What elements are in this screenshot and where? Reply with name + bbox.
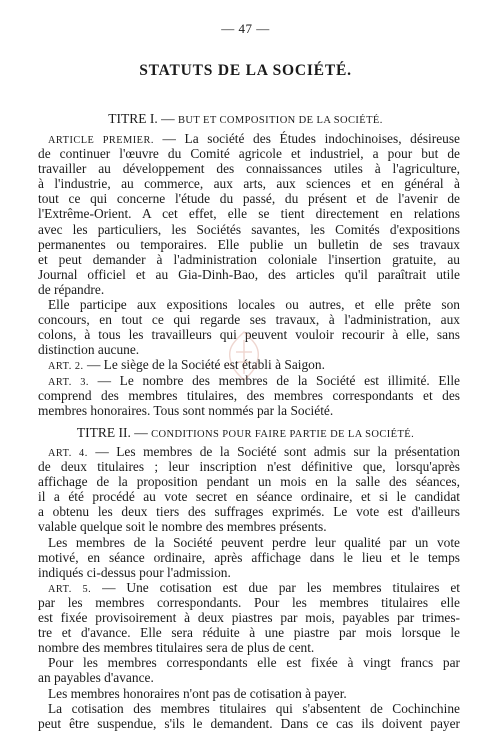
text-line (38, 716, 460, 731)
text-line (38, 474, 460, 489)
text-line (38, 297, 460, 312)
line-text: — Le nombre des membres de la Société est illimité. Elle (88, 372, 460, 388)
section-heading-subtitle: CONDITIONS POUR FAIRE PARTIE DE LA SOCIÉTÉ. (151, 429, 415, 440)
text-line (38, 267, 460, 282)
page-title: STATUTS DE LA SOCIÉTÉ. (139, 62, 352, 79)
text-line (38, 161, 460, 176)
line-text: La cotisation des membres titulaires qui s'absentent de Cochinchine (48, 700, 460, 716)
article-label: ART. 3. (48, 376, 89, 388)
line-text: — Une cotisation est due par les membres titulaires et (91, 579, 460, 595)
text-line (38, 146, 460, 161)
line-text: de répandre. (38, 281, 105, 297)
line-text: distinction aucune. (38, 342, 140, 358)
line-text: nombre des membres titulaires sera de plus de cent. (38, 640, 315, 656)
article-label: ARTICLE PREMIER. (48, 135, 154, 146)
text-line (38, 519, 460, 534)
text-line (38, 565, 460, 580)
article-label: ART. 5. (48, 583, 92, 595)
text-line (38, 388, 460, 403)
text-line (38, 403, 460, 418)
text-line (38, 444, 460, 459)
line-text: Elle participe aux expositions locales ou autres, et elle prête son (48, 297, 460, 313)
section-heading-label: TITRE II. — (76, 425, 152, 440)
library-stamp-watermark (222, 328, 266, 384)
line-text: avec les particuliers, les Sociétés savantes, les Comités d'expositions (38, 221, 460, 237)
text-line (38, 176, 460, 191)
line-text: tre et d'avance. Elle sera réduite à une piastre par mois lorsque le (38, 625, 460, 641)
line-text: an payables d'avance. (38, 670, 154, 686)
line-text: comprend des membres titulaires, des membres correspondants et des (38, 387, 460, 403)
text-line (38, 282, 460, 297)
text-line (38, 504, 460, 519)
line-text: motivé, en séance ordinaire, après affichage dans le lieu et le temps (38, 549, 460, 565)
article-label: ART. 4. (48, 448, 88, 459)
line-text: peut être suspendue, s'ils le demandent. Dans ce cas ils doivent payer (38, 715, 460, 731)
text-line (38, 550, 460, 565)
text-line (38, 670, 460, 685)
line-text: affichage de la proposition pendant un mois en la salle des séances, (38, 474, 460, 490)
line-text: indiqués ci-dessus pour l'admission. (38, 564, 231, 580)
text-line (38, 701, 460, 716)
line-text: — La société des Études indochinoises, désireuse (153, 131, 460, 146)
line-text: tout ce qui concerne l'étude du passé, du présent et de l'avenir de (38, 191, 460, 207)
text-line (38, 252, 460, 267)
text-line (38, 610, 460, 625)
line-text: de continuer l'œuvre du Comité agricole et industriel, a pour but de (38, 146, 460, 162)
section-2-body (38, 444, 460, 731)
line-text: Les membres de la Société peuvent perdre leur qualité par un vote (48, 534, 460, 550)
line-text: permanentes ou temporaires. Elle publie un bulletin de ses travaux (38, 236, 460, 252)
line-text: Pour les membres correspondants elle est fixée à vingt francs par (48, 655, 460, 671)
text-line (38, 535, 460, 550)
text-line (38, 625, 460, 640)
text-line (38, 237, 460, 252)
text-line (38, 595, 460, 610)
line-text: de deux titulaires ; leur inscription n'est définitive que, lorsqu'après (38, 459, 460, 475)
line-text: à l'industrie, au commerce, aux arts, aux sciences et en général à (38, 176, 460, 192)
text-line (38, 686, 460, 701)
text-line (38, 489, 460, 504)
text-line (38, 206, 460, 221)
text-line (38, 580, 460, 595)
line-text: membres honoraires. Tous sont nommés par la Société. (38, 402, 334, 418)
line-text: concours, en tout ce qui regarde ses travaux, à l'administration, aux (38, 312, 460, 328)
article-label: ART. 2. (48, 361, 84, 373)
line-text: est fixée provisoirement à deux piastres par mois, payables par trimes- (38, 610, 460, 626)
line-text: Journal officiel et au Gia-Dinh-Bao, des articles qu'il paraîtrait utile (38, 266, 460, 282)
line-text: l'Extrême-Orient. A cet effet, elle se tient directement en relations (38, 206, 460, 222)
line-text: colons, à tous les travailleurs qui peuvent vouloir recourir à elle, sans (38, 327, 460, 343)
section-heading-titre-1 (0, 111, 491, 127)
text-line (38, 459, 460, 474)
line-text: — Le siège de la Société est établi à Saigon. (83, 357, 325, 373)
line-text: Les membres honoraires n'ont pas de cotisation à payer. (48, 685, 347, 701)
line-text: travailler au développement des connaissances utiles à l'agriculture, (38, 161, 460, 177)
line-text: par les membres correspondants. Pour les membres titulaires elle (38, 594, 460, 610)
text-line (38, 655, 460, 670)
section-heading-label: TITRE I. — (108, 111, 178, 126)
text-line (38, 191, 460, 206)
line-text: et peut demander à l'administration coloniale l'insertion gratuite, au (38, 251, 460, 267)
line-text: a obtenu les deux tiers des suffrages exprimés. Le vote est d'ailleurs (38, 504, 460, 520)
line-text: — Les membres de la Société sont admis sur la présentation (87, 444, 460, 459)
page-number: — 47 — (221, 21, 270, 36)
line-text: il a été procédé au vote secret en séance ordinaire, et si le candidat (38, 489, 460, 505)
text-line (38, 222, 460, 237)
section-heading-titre-2 (0, 425, 491, 441)
text-line (38, 312, 460, 327)
line-text: valable quelque soit le nombre des membres présents. (38, 519, 327, 535)
section-heading-subtitle: BUT ET COMPOSITION DE LA SOCIÉTÉ. (178, 115, 383, 126)
text-line (38, 131, 460, 146)
text-line (38, 640, 460, 655)
